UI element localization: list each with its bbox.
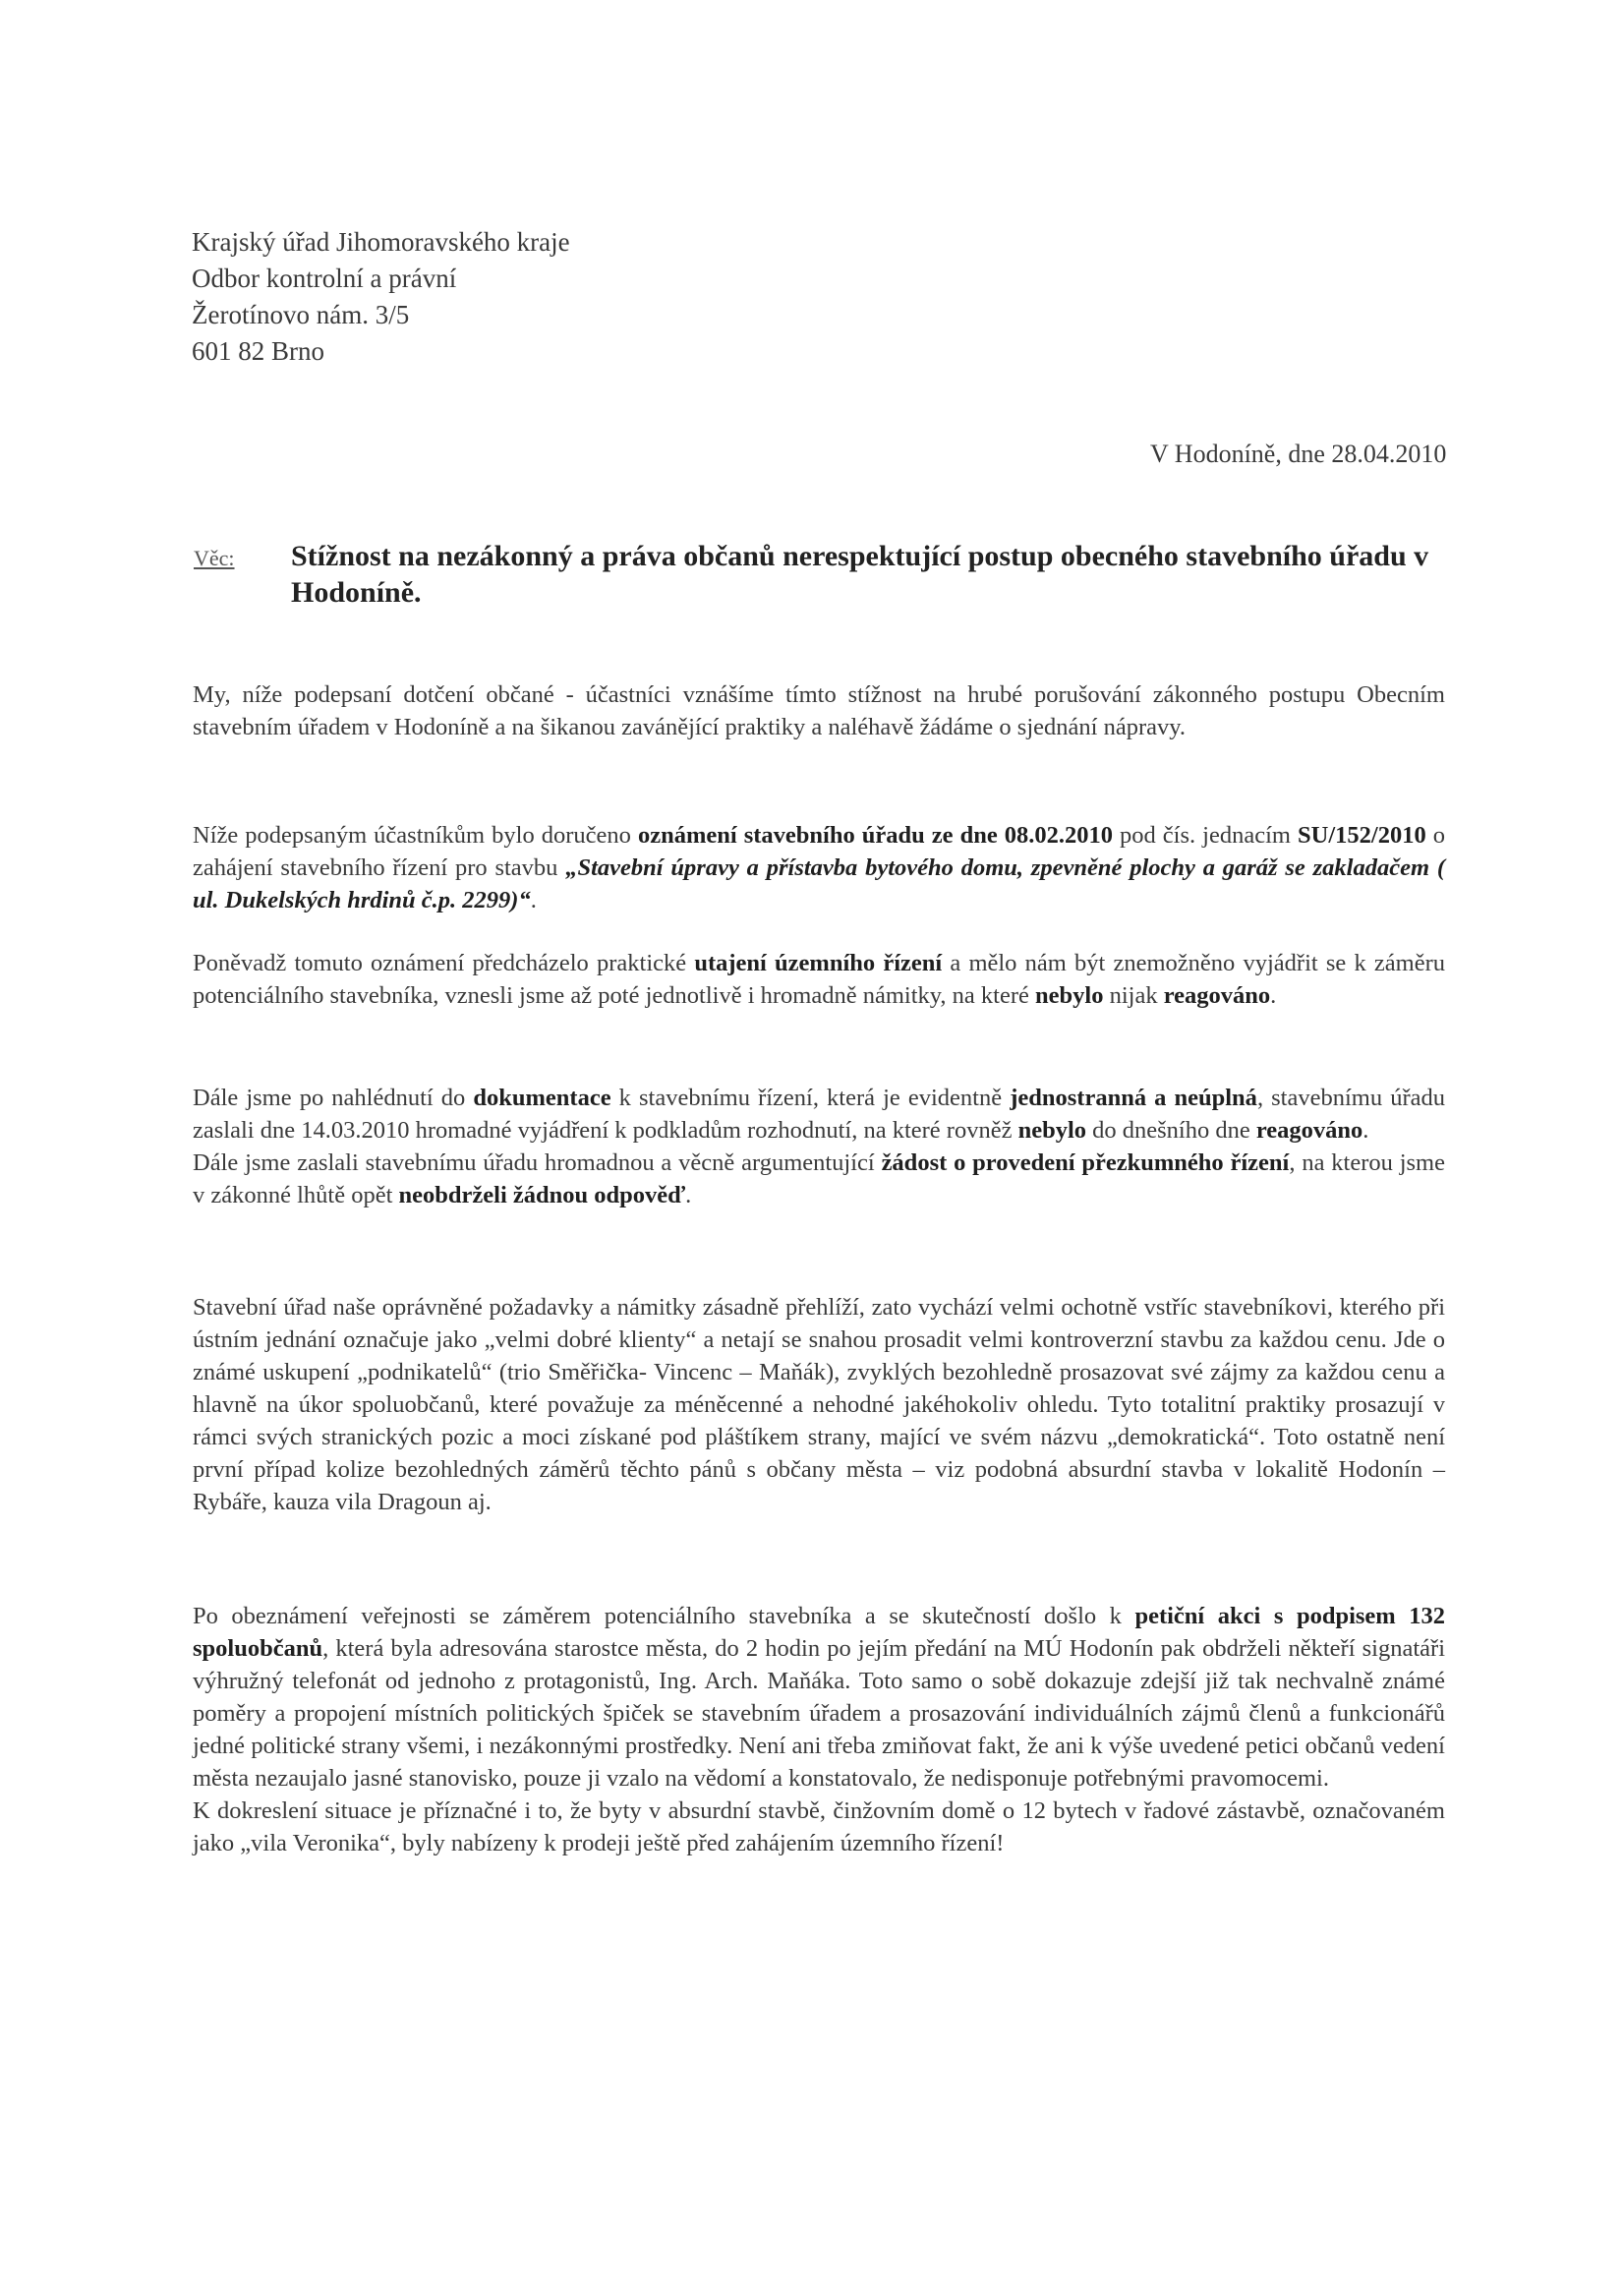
construction-title: „Stavební úpravy a přístavba bytového domu, zpevněné plochy a garáž se zakladačem ( ul. Dukelských hrdinů č.p. 2299)“ (193, 854, 1445, 913)
paragraph-4-text: Dále jsme po nahlédnutí do dokumentace k stavebnímu řízení, která je evidentně jednostranná a neúplná, stavebnímu úřadu zaslali dne 14.03.2010 hromadné vyjádření k podkladům rozhodnutí, na které rovněž nebylo do dnešního dne reagováno. (193, 1085, 1445, 1144)
paragraph-3-text: Poněvadž tomuto oznámení předcházelo praktické utajení územního řízení a mělo nám být znemožněno vyjádřit se k záměru potenciálního stavebníka, vznesli jsme až poté jednotlivě i hromadně námitky, na které nebylo nijak reagováno. (193, 950, 1445, 1009)
paragraph-3 (193, 947, 1445, 1012)
subject-text: Stížnost na nezákonný a práva občanů nerespektující postup obecného stavebního úřadu v Hodoníně. (291, 540, 1429, 609)
paragraph-2-text: Níže podepsaným účastníkům bylo doručeno oznámení stavebního úřadu ze dne 08.02.2010 pod čís. jednacím SU/152/2010 o zahájení stavebního řízení pro stavbu „Stavební úpravy a přístavba bytového domu, zpevněné plochy a garáž se zakladačem ( ul. Dukelských hrdinů č.p. 2299)“. (193, 822, 1446, 913)
paragraph-1 (193, 678, 1445, 743)
paragraph-6b-text: K dokreslení situace je příznačné i to, že byty v absurdní stavbě, činžovním domě o 12 bytech v řadové zástavbě, označovaném jako „vila Veronika“, byly nabízeny k prodeji ještě před zahájením územního řízení! (193, 1797, 1445, 1856)
recipient-line-2: Odbor kontrolní a právní (192, 264, 457, 293)
paragraph-2 (193, 819, 1445, 916)
recipient-address (192, 224, 570, 370)
recipient-line-1: Krajský úřad Jihomoravského kraje (192, 227, 570, 257)
paragraph-4 (193, 1082, 1445, 1211)
case-number: SU/152/2010 (1298, 822, 1426, 849)
petition-reference: petiční akci s podpisem 132 spoluobčanů (193, 1603, 1445, 1662)
paragraph-1-text: My, níže podepsaní dotčení občané - účastníci vznášíme tímto stížnost na hrubé porušování zákonného postupu Obecním stavebním úřadem v Hodoníně a na šikanou zavánějící praktiky a naléhavě žádáme o sjednání nápravy. (193, 681, 1445, 740)
recipient-line-3: Žerotínovo nám. 3/5 (192, 300, 410, 329)
paragraph-5 (193, 1291, 1445, 1518)
recipient-line-4: 601 82 Brno (192, 336, 324, 366)
paragraph-5-text: Stavební úřad naše oprávněné požadavky a námitky zásadně přehlíží, zato vychází velmi ochotně vstříc stavebníkovi, kterého při ústním jednání označuje jako „velmi dobré klienty“ a netají se snahou prosadit velmi kontroverzní stavbu za každou cenu. Jde o známé uskupení „podnikatelů“ (trio Směřička- Vincenc – Maňák), zvyklých bezohledně prosazovat své zájmy za každou cenu a hlavně na úkor spoluobčanů, které považuje za méněcenné a nehodné jakéhokoliv ohledu. Tyto totalitní praktiky prosazují v rámci svých stranických pozic a moci získané pod pláštíkem strany, mající ve svém názvu „demokratická“. Toto ostatně není první případ kolize bezohledných záměrů těchto pánů s občany města – viz podobná absurdní stavba v lokalitě Hodonín – Rybáře, kauza vila Dragoun aj. (193, 1294, 1445, 1515)
notice-reference: oznámení stavebního úřadu ze dne 08.02.2010 (637, 822, 1113, 849)
paragraph-6 (193, 1600, 1445, 1859)
date-line: V Hodoníně, dne 28.04.2010 (1150, 440, 1447, 468)
paragraph-6-text: Po obeznámení veřejnosti se záměrem potenciálního stavebníka a se skutečností došlo k petiční akci s podpisem 132 spoluobčanů, která byla adresována starostce města, do 2 hodin po jejím předání na MÚ Hodonín pak obdrželi někteří signatáři výhružný telefonát od jednoho z protagonistů, Ing. Arch. Maňáka. Toto samo o sobě dokazuje zdejší již tak nechvalně známé poměry a propojení místních politických špiček se stavebním úřadem a prosazování individuálních zájmů členů a funkcionářů jedné politické strany všemi, i nezákonnými prostředky. Není ani třeba zmiňovat fakt, že ani k výše uvedené petici občanů vedení města nezaujalo jasné stanovisko, pouze ji vzalo na vědomí a konstatovalo, že nedisponuje potřebnými pravomocemi. (193, 1603, 1445, 1792)
subject-label: Věc: (194, 546, 235, 570)
paragraph-4b-text: Dále jsme zaslali stavebnímu úřadu hromadnou a věcně argumentující žádost o provedení přezkumného řízení, na kterou jsme v zákonné lhůtě opět neobdrželi žádnou odpověď. (193, 1149, 1445, 1208)
